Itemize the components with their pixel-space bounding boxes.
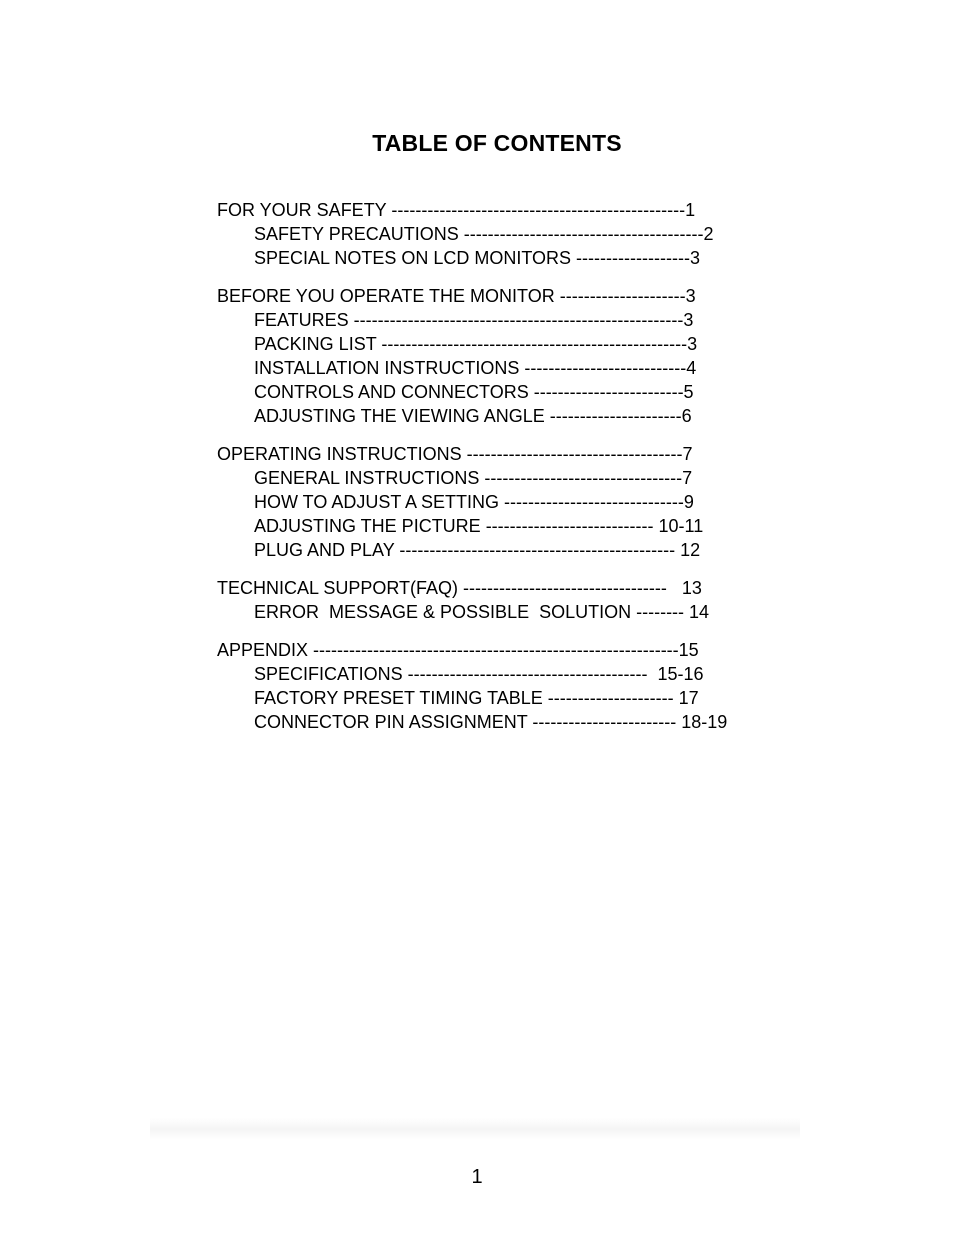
toc-section-operating	[217, 442, 817, 562]
scan-artifact-band	[150, 1118, 800, 1140]
toc-entry: FACTORY PRESET TIMING TABLE --------------------- 17	[254, 688, 699, 708]
toc-entry: FEATURES -------------------------------------------------------3	[254, 310, 694, 330]
toc-entry: PLUG AND PLAY ---------------------------------------------- 12	[254, 540, 701, 560]
toc-heading: TECHNICAL SUPPORT(FAQ) ---------------------------------- 13	[217, 578, 702, 598]
toc-heading: BEFORE YOU OPERATE THE MONITOR ---------------------3	[217, 286, 696, 306]
toc-entry: HOW TO ADJUST A SETTING ------------------------------9	[254, 492, 694, 512]
toc-entry: ADJUSTING THE PICTURE ---------------------------- 10-11	[254, 516, 704, 536]
toc-section-safety	[217, 198, 817, 270]
page-title: TABLE OF CONTENTS	[372, 130, 622, 156]
toc-heading: FOR YOUR SAFETY -------------------------------------------------1	[217, 200, 696, 220]
table-of-contents	[217, 198, 817, 748]
toc-section-appendix	[217, 638, 817, 734]
toc-entry: ERROR MESSAGE & POSSIBLE SOLUTION -------- 14	[254, 602, 710, 622]
toc-entry: GENERAL INSTRUCTIONS ---------------------------------7	[254, 468, 693, 488]
toc-section-technical-support	[217, 576, 817, 624]
toc-entry: PACKING LIST ---------------------------------------------------3	[254, 334, 698, 354]
toc-entry: CONTROLS AND CONNECTORS -------------------------5	[254, 382, 694, 402]
toc-entry: ADJUSTING THE VIEWING ANGLE ----------------------6	[254, 406, 692, 426]
toc-heading: OPERATING INSTRUCTIONS ------------------------------------7	[217, 444, 693, 464]
toc-entry: SAFETY PRECAUTIONS ----------------------------------------2	[254, 224, 714, 244]
toc-entry: SPECIFICATIONS ---------------------------------------- 15-16	[254, 664, 704, 684]
toc-entry: INSTALLATION INSTRUCTIONS ---------------------------4	[254, 358, 697, 378]
toc-entry: SPECIAL NOTES ON LCD MONITORS -------------------3	[254, 248, 700, 268]
toc-entry: CONNECTOR PIN ASSIGNMENT ------------------------ 18-19	[254, 712, 728, 732]
page-number: 1	[471, 1166, 483, 1188]
toc-heading: APPENDIX -------------------------------------------------------------15	[217, 640, 699, 660]
toc-section-before-operate	[217, 284, 817, 428]
